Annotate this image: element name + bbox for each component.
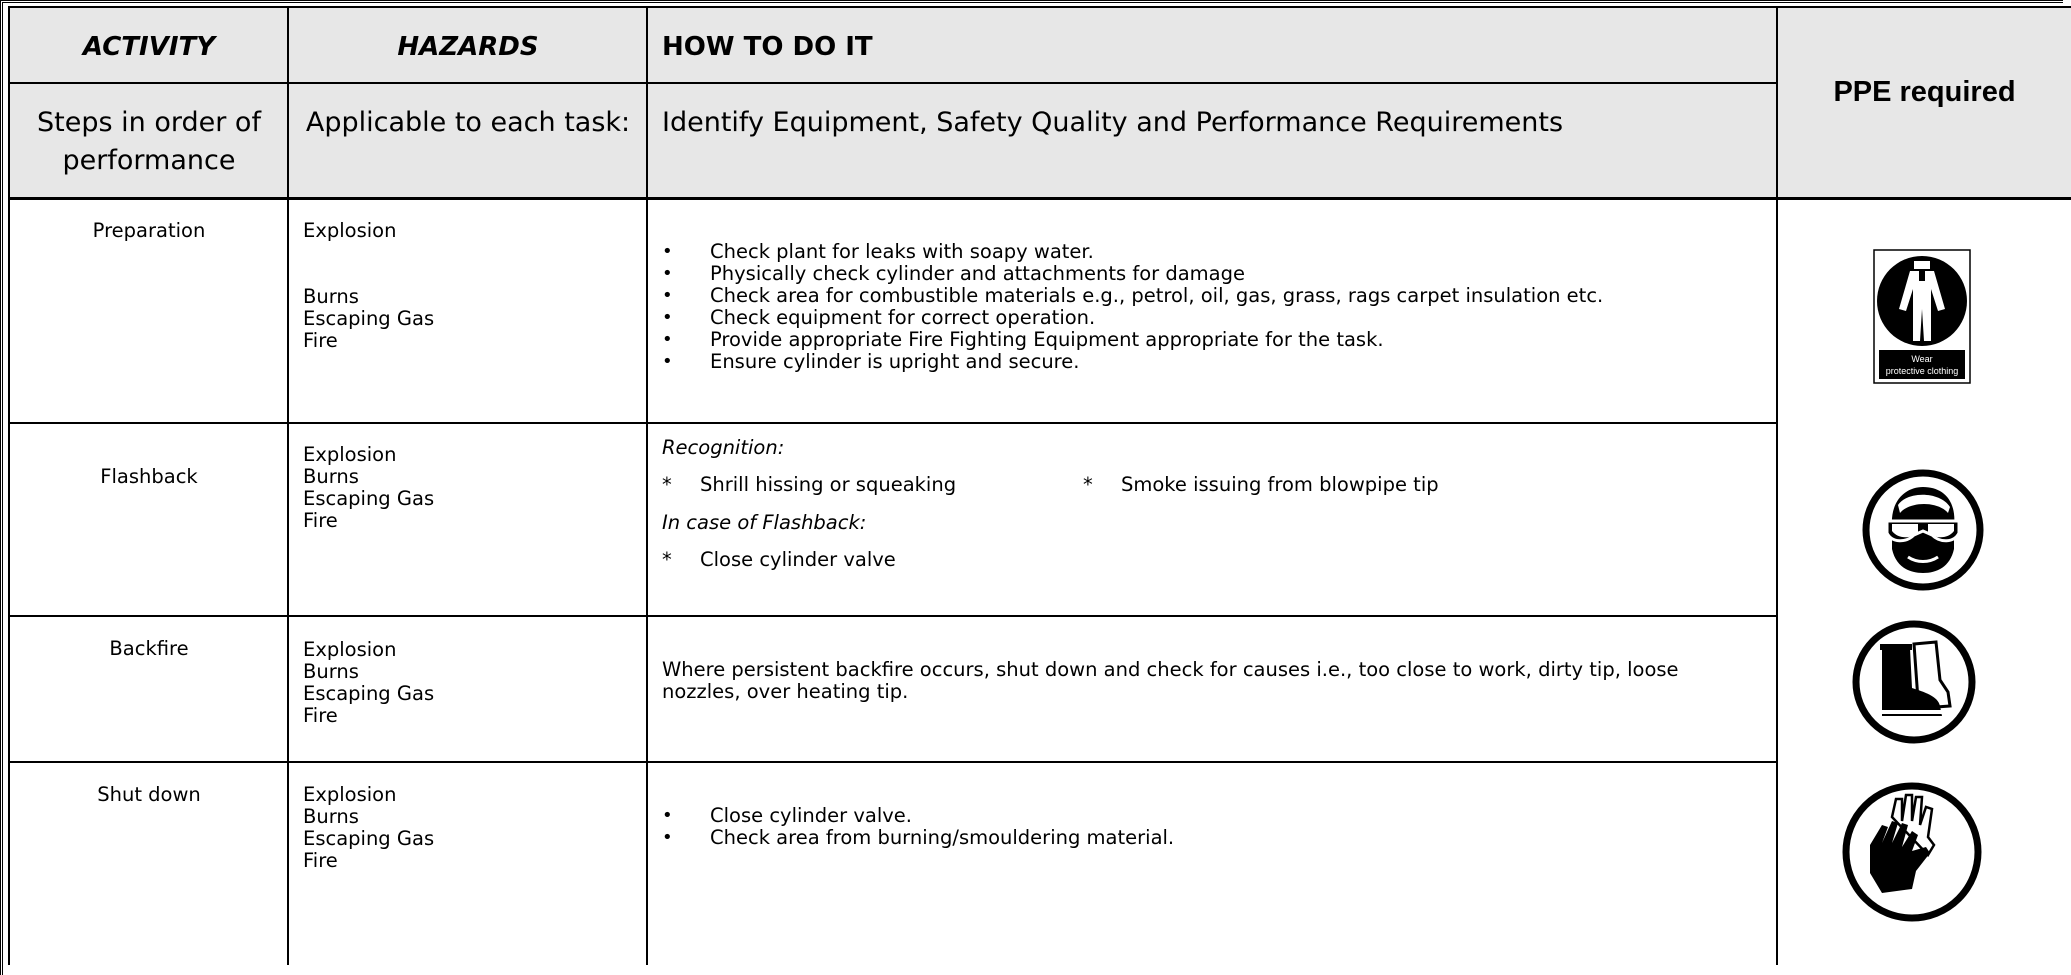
recognition-item-1 — [662, 474, 956, 496]
activity-backfire: Backfire — [109, 637, 189, 660]
list-item: • Physically check cylinder and attachments for damage — [662, 263, 1603, 285]
steps-preparation — [662, 241, 1603, 373]
header-how-sub: Identify Equipment, Safety Quality and Performance Requirements — [662, 107, 1564, 138]
recognition-text-2: Smoke issuing from blowpipe tip — [1121, 473, 1439, 496]
backfire-text: Where persistent backfire occurs, shut down and check for causes i.e., too close to work, dirty tip, loose nozzles, over heating tip. — [662, 658, 1679, 703]
list-item: • Close cylinder valve. — [662, 805, 1174, 827]
rule-col-2 — [646, 6, 648, 965]
hazard-item: Explosion — [303, 443, 397, 466]
hazard-item: Burns — [303, 660, 359, 683]
hazards-flashback — [303, 444, 434, 532]
case-text-1: Close cylinder valve — [700, 548, 896, 571]
list-item: • Ensure cylinder is upright and secure. — [662, 351, 1603, 373]
rule-top — [8, 6, 2071, 8]
hazard-item: Fire — [303, 329, 338, 352]
hazard-item: Escaping Gas — [303, 307, 435, 330]
hazard-item: Fire — [303, 849, 338, 872]
list-item: • Provide appropriate Fire Fighting Equipment appropriate for the task. — [662, 329, 1603, 351]
hazard-item: Escaping Gas — [303, 487, 435, 510]
rule-header-bottom — [8, 197, 2071, 200]
safety-boots-icon — [1852, 620, 1976, 744]
hazard-item: Fire — [303, 704, 338, 727]
rule-col-3 — [1776, 6, 1778, 965]
star-marker: * — [662, 473, 672, 496]
hazard-item: Explosion — [303, 638, 397, 661]
list-item: • Check area from burning/smouldering material. — [662, 827, 1174, 849]
hazard-item: Escaping Gas — [303, 682, 435, 705]
hazard-item: Explosion — [303, 783, 397, 806]
hazard-item: Explosion — [303, 219, 397, 242]
recognition-item-2 — [1083, 474, 1439, 496]
header-hazards: HAZARDS — [397, 32, 539, 62]
ppe-caption-2: protective clothing — [1885, 366, 1959, 376]
protective-clothing-icon — [1873, 249, 1971, 384]
recognition-label: Recognition: — [662, 436, 785, 459]
hazard-item: Escaping Gas — [303, 827, 435, 850]
header-activity: ACTIVITY — [82, 32, 216, 62]
list-item: • Check plant for leaks with soapy water. — [662, 241, 1603, 263]
rule-row-2 — [8, 615, 1778, 617]
steps-shut-down — [662, 805, 1174, 849]
activity-shut-down: Shut down — [97, 783, 201, 806]
rule-header-mid — [8, 82, 1778, 84]
header-ppe: PPE required — [1833, 76, 2016, 108]
hazards-shut-down — [303, 784, 434, 872]
rule-row-1 — [8, 422, 1778, 424]
case-item-1 — [662, 549, 896, 571]
eye-protection-icon — [1862, 469, 1984, 591]
hazard-item: Fire — [303, 509, 338, 532]
recognition-text-1: Shrill hissing or squeaking — [700, 473, 957, 496]
header-hazards-sub: Applicable to each task: — [305, 107, 631, 138]
list-item: • Check area for combustible materials e.g., petrol, oil, gas, grass, rags carpet insulation etc. — [662, 285, 1603, 307]
header-activity-sub: Steps in order of performance — [37, 107, 261, 176]
star-marker: * — [662, 548, 672, 571]
activity-flashback: Flashback — [100, 465, 198, 488]
hazards-backfire — [303, 639, 434, 727]
case-label: In case of Flashback: — [662, 511, 867, 534]
header-how: HOW TO DO IT — [662, 32, 873, 62]
rule-row-3 — [8, 761, 1778, 763]
star-marker: * — [1083, 473, 1093, 496]
ppe-caption-1: Wear — [1911, 354, 1933, 364]
list-item: • Check equipment for correct operation. — [662, 307, 1603, 329]
safety-gloves-icon — [1842, 781, 1982, 924]
hazard-item: Burns — [303, 805, 359, 828]
hazards-preparation — [303, 220, 434, 352]
hazard-item: Burns — [303, 465, 359, 488]
hazard-item: Burns — [303, 285, 359, 308]
activity-preparation: Preparation — [92, 219, 206, 242]
